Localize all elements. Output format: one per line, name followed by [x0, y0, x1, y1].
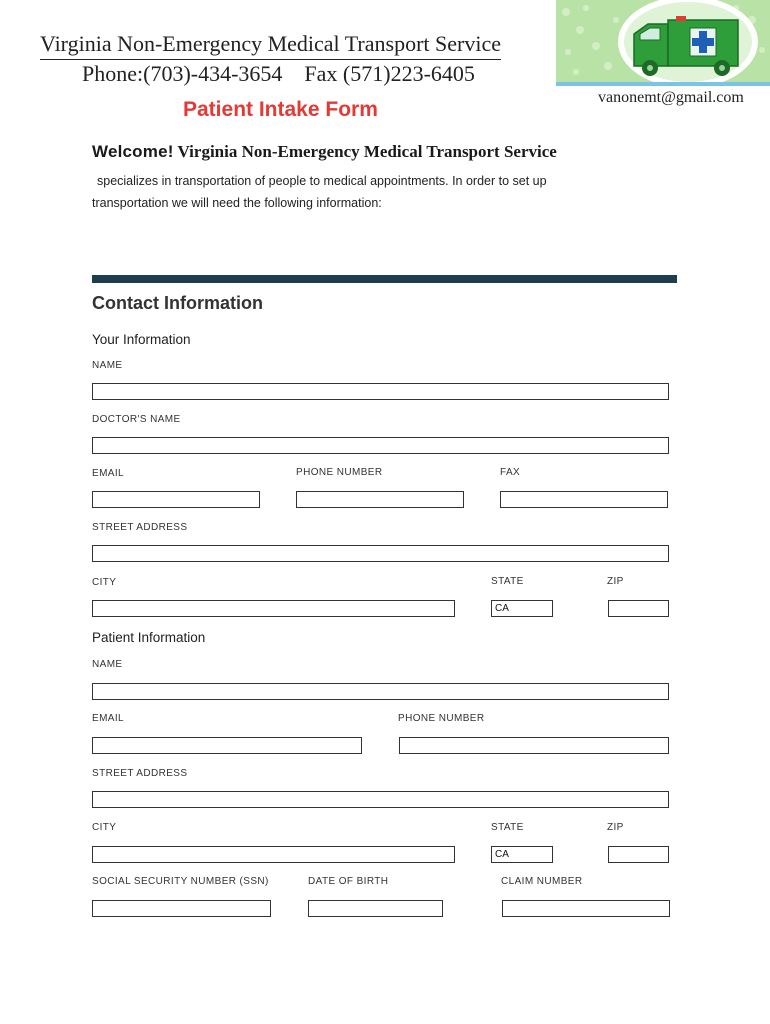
company-name-header: Virginia Non-Emergency Medical Transport Service: [40, 30, 501, 60]
patient-state-field[interactable]: CA: [491, 846, 553, 863]
welcome-word: Welcome!: [92, 142, 174, 161]
your-state-label: STATE: [491, 576, 524, 587]
patient-city-field[interactable]: [92, 846, 455, 863]
phone-fax-header: Phone:(703)-434-3654 Fax (571)223-6405: [82, 61, 475, 86]
contact-email: vanonemt@gmail.com: [598, 89, 744, 106]
your-phone-field[interactable]: [296, 491, 464, 508]
patient-phone-label: PHONE NUMBER: [398, 713, 485, 724]
ambulance-icon: [556, 0, 770, 88]
patient-state-label: STATE: [491, 822, 524, 833]
your-street-field[interactable]: [92, 545, 669, 562]
form-title: Patient Intake Form: [183, 98, 378, 121]
your-state-field[interactable]: CA: [491, 600, 553, 617]
doctor-name-label: DOCTOR'S NAME: [92, 414, 181, 425]
your-email-label: EMAIL: [92, 468, 125, 479]
your-name-field[interactable]: [92, 383, 669, 400]
your-fax-field[interactable]: [500, 491, 668, 508]
welcome-heading: [92, 141, 557, 163]
your-city-field[interactable]: [92, 600, 455, 617]
patient-email-label: EMAIL: [92, 713, 125, 724]
ssn-field[interactable]: [92, 900, 271, 917]
intro-text: [92, 170, 652, 214]
claim-number-label: CLAIM NUMBER: [501, 876, 583, 887]
patient-zip-label: ZIP: [607, 822, 624, 833]
your-city-label: CITY: [92, 577, 117, 588]
ssn-label: SOCIAL SECURITY NUMBER (SSN): [92, 876, 269, 887]
ambulance-logo: [556, 0, 770, 88]
your-email-field[interactable]: [92, 491, 260, 508]
patient-city-label: CITY: [92, 822, 117, 833]
patient-zip-field[interactable]: [608, 846, 669, 863]
dob-field[interactable]: [308, 900, 443, 917]
intro-line-2: transportation we will need the following information:: [92, 196, 382, 210]
your-name-label: NAME: [92, 360, 123, 371]
your-information-heading: Your Information: [92, 332, 191, 347]
contact-information-heading: Contact Information: [92, 293, 263, 313]
patient-name-label: NAME: [92, 659, 123, 670]
patient-information-heading: Patient Information: [92, 630, 206, 645]
section-divider: [92, 275, 677, 283]
your-zip-field[interactable]: [608, 600, 669, 617]
claim-number-field[interactable]: [502, 900, 670, 917]
patient-phone-field[interactable]: [399, 737, 669, 754]
patient-name-field[interactable]: [92, 683, 669, 700]
welcome-company: Virginia Non-Emergency Medical Transport Service: [173, 142, 557, 161]
your-zip-label: ZIP: [607, 576, 624, 587]
doctor-name-field[interactable]: [92, 437, 669, 454]
patient-street-field[interactable]: [92, 791, 669, 808]
patient-street-label: STREET ADDRESS: [92, 768, 188, 779]
patient-email-field[interactable]: [92, 737, 362, 754]
your-street-label: STREET ADDRESS: [92, 522, 188, 533]
your-fax-label: FAX: [500, 467, 521, 478]
dob-label: DATE OF BIRTH: [308, 876, 389, 887]
intro-line-1: specializes in transportation of people to medical appointments. In order to set up: [97, 174, 547, 188]
your-phone-label: PHONE NUMBER: [296, 467, 383, 478]
